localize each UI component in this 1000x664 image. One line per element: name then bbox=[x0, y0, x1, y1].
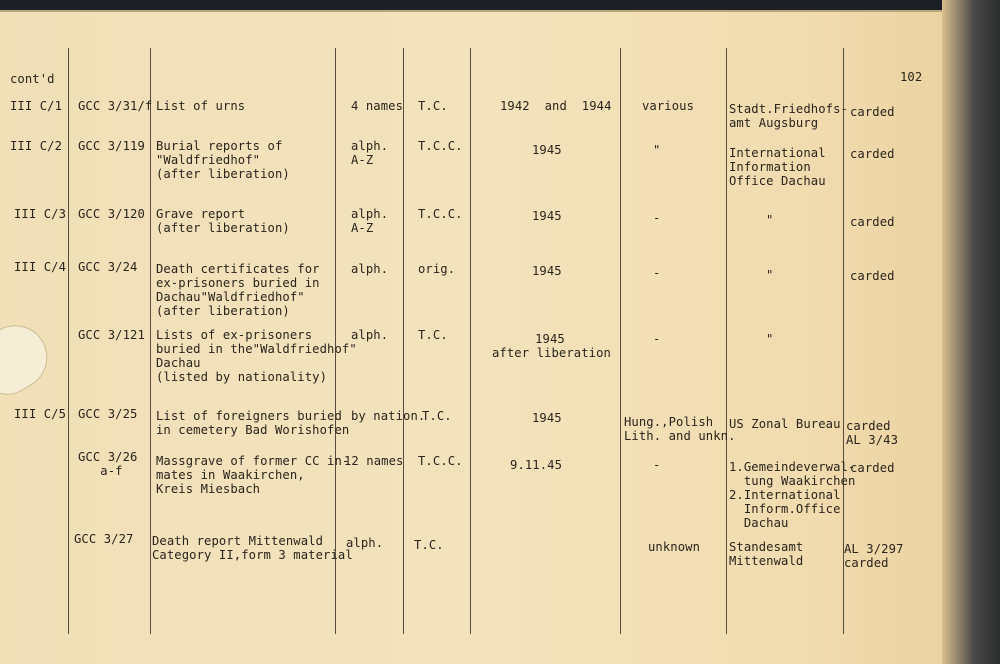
contd-label: cont'd bbox=[10, 72, 55, 86]
row-type: orig. bbox=[418, 262, 456, 276]
column-rule bbox=[620, 48, 621, 634]
row-description: Lists of ex-prisoners buried in the"Waldfriedhof" Dachau (listed by nationality) bbox=[156, 328, 357, 384]
row-date: 1945 after liberation bbox=[492, 332, 611, 360]
row-nationality: " bbox=[653, 143, 661, 157]
row-code: GCC 3/24 bbox=[78, 260, 138, 274]
row-extent: alph. A-Z bbox=[351, 139, 389, 167]
row-code: GCC 3/119 bbox=[78, 139, 145, 153]
row-ref: III C/4 bbox=[14, 260, 67, 274]
row-source: 1.Gemeindeverwal- tung Waakirchen 2.International Inform.Office Dachau bbox=[729, 460, 856, 530]
row-status: carded bbox=[850, 269, 895, 283]
row-nationality: - bbox=[653, 458, 661, 472]
row-nationality: unknown bbox=[648, 540, 701, 554]
row-status: carded bbox=[850, 215, 895, 229]
card-tab-hole bbox=[0, 313, 59, 406]
row-nationality: various bbox=[642, 99, 695, 113]
row-ref: III C/2 bbox=[10, 139, 63, 153]
row-status: carded bbox=[850, 147, 895, 161]
row-type: T.C.C. bbox=[418, 207, 463, 221]
column-rule bbox=[68, 48, 69, 634]
row-code: GCC 3/27 bbox=[74, 532, 134, 546]
row-source: Standesamt Mittenwald bbox=[729, 540, 804, 568]
row-status: carded bbox=[850, 461, 895, 475]
row-description: Death certificates for ex-prisoners buried in Dachau"Waldfriedhof" (after liberation) bbox=[156, 262, 320, 318]
row-description: List of foreigners buried in cemetery Bad Worishofen bbox=[156, 409, 350, 437]
row-source: Stadt.Friedhofs- amt Augsburg bbox=[729, 102, 848, 130]
row-date: 9.11.45 bbox=[510, 458, 563, 472]
row-date: 1945 bbox=[532, 143, 562, 157]
row-source: US Zonal Bureau bbox=[729, 417, 841, 431]
row-type: T.C.C. bbox=[418, 454, 463, 468]
row-status: carded bbox=[850, 105, 895, 119]
row-type: T.C. bbox=[422, 409, 452, 423]
row-extent: alph. bbox=[346, 536, 384, 550]
row-date: 1942 and 1944 bbox=[500, 99, 612, 113]
row-extent: 12 names bbox=[344, 454, 404, 468]
row-description: Burial reports of "Waldfriedhof" (after liberation) bbox=[156, 139, 290, 181]
row-source: " bbox=[766, 213, 774, 227]
row-ref: III C/3 bbox=[14, 207, 67, 221]
row-description: Massgrave of former CC in- mates in Waakirchen, Kreis Miesbach bbox=[156, 454, 350, 496]
row-status: AL 3/297 carded bbox=[844, 542, 904, 570]
row-source: International Information Office Dachau bbox=[729, 146, 826, 188]
page-number: 102 bbox=[900, 70, 923, 84]
row-ref: III C/1 bbox=[10, 99, 63, 113]
row-extent: 4 names bbox=[351, 99, 404, 113]
row-code: GCC 3/26 a-f bbox=[78, 450, 138, 478]
row-type: T.C. bbox=[414, 538, 444, 552]
row-extent: alph. bbox=[351, 328, 389, 342]
row-code: GCC 3/121 bbox=[78, 328, 145, 342]
row-status: carded AL 3/43 bbox=[846, 419, 899, 447]
row-nationality: - bbox=[653, 266, 661, 280]
page-edge-shadow bbox=[0, 10, 944, 12]
row-date: 1945 bbox=[532, 209, 562, 223]
scan-background-edge bbox=[942, 0, 1000, 664]
row-type: T.C. bbox=[418, 328, 448, 342]
row-source: " bbox=[766, 268, 774, 282]
row-date: 1945 bbox=[532, 411, 562, 425]
row-type: T.C.C. bbox=[418, 139, 463, 153]
row-description: Death report Mittenwald Category II,form 3 material bbox=[152, 534, 353, 562]
row-extent: by nation. bbox=[351, 409, 426, 423]
index-card-page bbox=[0, 10, 1000, 664]
row-type: T.C. bbox=[418, 99, 448, 113]
row-code: GCC 3/120 bbox=[78, 207, 145, 221]
row-extent: alph. bbox=[351, 262, 389, 276]
row-description: List of urns bbox=[156, 99, 246, 113]
column-rule bbox=[726, 48, 727, 634]
row-nationality: Hung.,Polish Lith. and unkn. bbox=[624, 415, 736, 443]
row-source: " bbox=[766, 332, 774, 346]
row-extent: alph. A-Z bbox=[351, 207, 389, 235]
row-description: Grave report (after liberation) bbox=[156, 207, 290, 235]
row-code: GCC 3/31/f bbox=[78, 99, 153, 113]
row-nationality: - bbox=[653, 332, 661, 346]
row-nationality: - bbox=[653, 211, 661, 225]
row-code: GCC 3/25 bbox=[78, 407, 138, 421]
column-rule bbox=[403, 48, 404, 634]
row-ref: III C/5 bbox=[14, 407, 67, 421]
column-rule bbox=[470, 48, 471, 634]
row-date: 1945 bbox=[532, 264, 562, 278]
